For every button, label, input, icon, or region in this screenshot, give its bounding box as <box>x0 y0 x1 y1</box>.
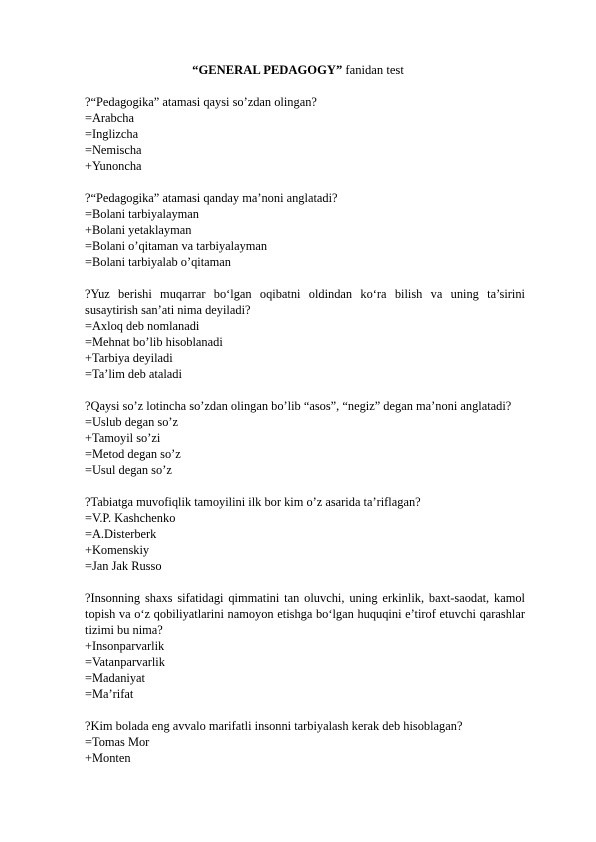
answer-option: =Ma’rifat <box>85 687 134 701</box>
answer-option: =V.P. Kashchenko <box>85 511 176 525</box>
answer-option: =Uslub degan so’z <box>85 415 179 429</box>
title-suffix: fanidan test <box>342 63 404 77</box>
question-block <box>85 190 525 270</box>
answer-option: =Bolani o’qitaman va tarbiyalayman <box>85 239 268 253</box>
answer-option: =Jan Jak Russo <box>85 559 162 573</box>
answer-option: =Bolani tarbiyalayman <box>85 207 199 221</box>
answer-option: =Bolani tarbiyalab o’qitaman <box>85 255 231 269</box>
question-text: ?“Pedagogika” atamasi qaysi so’zdan olingan? <box>85 95 317 109</box>
question-text: ?“Pedagogika” atamasi qanday ma’noni anglatadi? <box>85 191 338 205</box>
answer-option: =Vatanparvarlik <box>85 655 165 669</box>
question-text: ?Kim bolada eng avvalo marifatli insonni tarbiyalash kerak deb hisoblagan? <box>85 719 463 733</box>
answer-option: =A.Disterberk <box>85 527 157 541</box>
answer-option: +Tarbiya deyiladi <box>85 351 173 365</box>
title-subject: “GENERAL PEDAGOGY” <box>192 63 343 77</box>
question-block <box>85 286 525 382</box>
question-text: ?Qaysi so’z lotincha so’zdan olingan bo’lib “asos”, “negiz” degan ma’noni anglatadi? <box>85 399 512 413</box>
answer-option: =Tomas Mor <box>85 735 150 749</box>
answer-option: =Mehnat bo’lib hisoblanadi <box>85 335 223 349</box>
answer-option: +Bolani yetaklayman <box>85 223 192 237</box>
answer-option: +Komenskiy <box>85 543 150 557</box>
answer-option: =Nemischa <box>85 143 142 157</box>
answer-option: =Arabcha <box>85 111 134 125</box>
answer-option: =Metod degan so’z <box>85 447 181 461</box>
answer-option: =Ta’lim deb ataladi <box>85 367 182 381</box>
answer-option: =Madaniyat <box>85 671 145 685</box>
question-block <box>85 94 525 174</box>
question-block <box>85 494 525 574</box>
question-block <box>85 718 525 766</box>
question-block <box>85 398 525 478</box>
answer-option: +Tamoyil so’zi <box>85 431 161 445</box>
answer-option: =Inglizcha <box>85 127 139 141</box>
answer-option: +Insonparvarlik <box>85 639 165 653</box>
answer-option: =Axloq deb nomlanadi <box>85 319 200 333</box>
question-block <box>85 590 525 702</box>
answer-option: +Monten <box>85 751 131 765</box>
document-title <box>0 62 596 78</box>
question-text: ?Yuz berishi muqarrar bo‘lgan oqibatni oldindan ko‘ra bilish va uning ta’sirini susaytirish san’ati nima deyiladi? <box>85 287 525 317</box>
question-text: ?Insonning shaxs sifatidagi qimmatini tan oluvchi, uning erkinlik, baxt-saodat, kamol topish va o‘z qobiliyatlarini namoyon etishga bo‘lgan huquqini e’tirof etuvchi qarashlar tizimi bu nima? <box>85 591 525 637</box>
question-text: ?Tabiatga muvofiqlik tamoyilini ilk bor kim o’z asarida ta’riflagan? <box>85 495 421 509</box>
question-list <box>85 94 525 782</box>
answer-option: +Yunoncha <box>85 159 142 173</box>
answer-option: =Usul degan so’z <box>85 463 172 477</box>
